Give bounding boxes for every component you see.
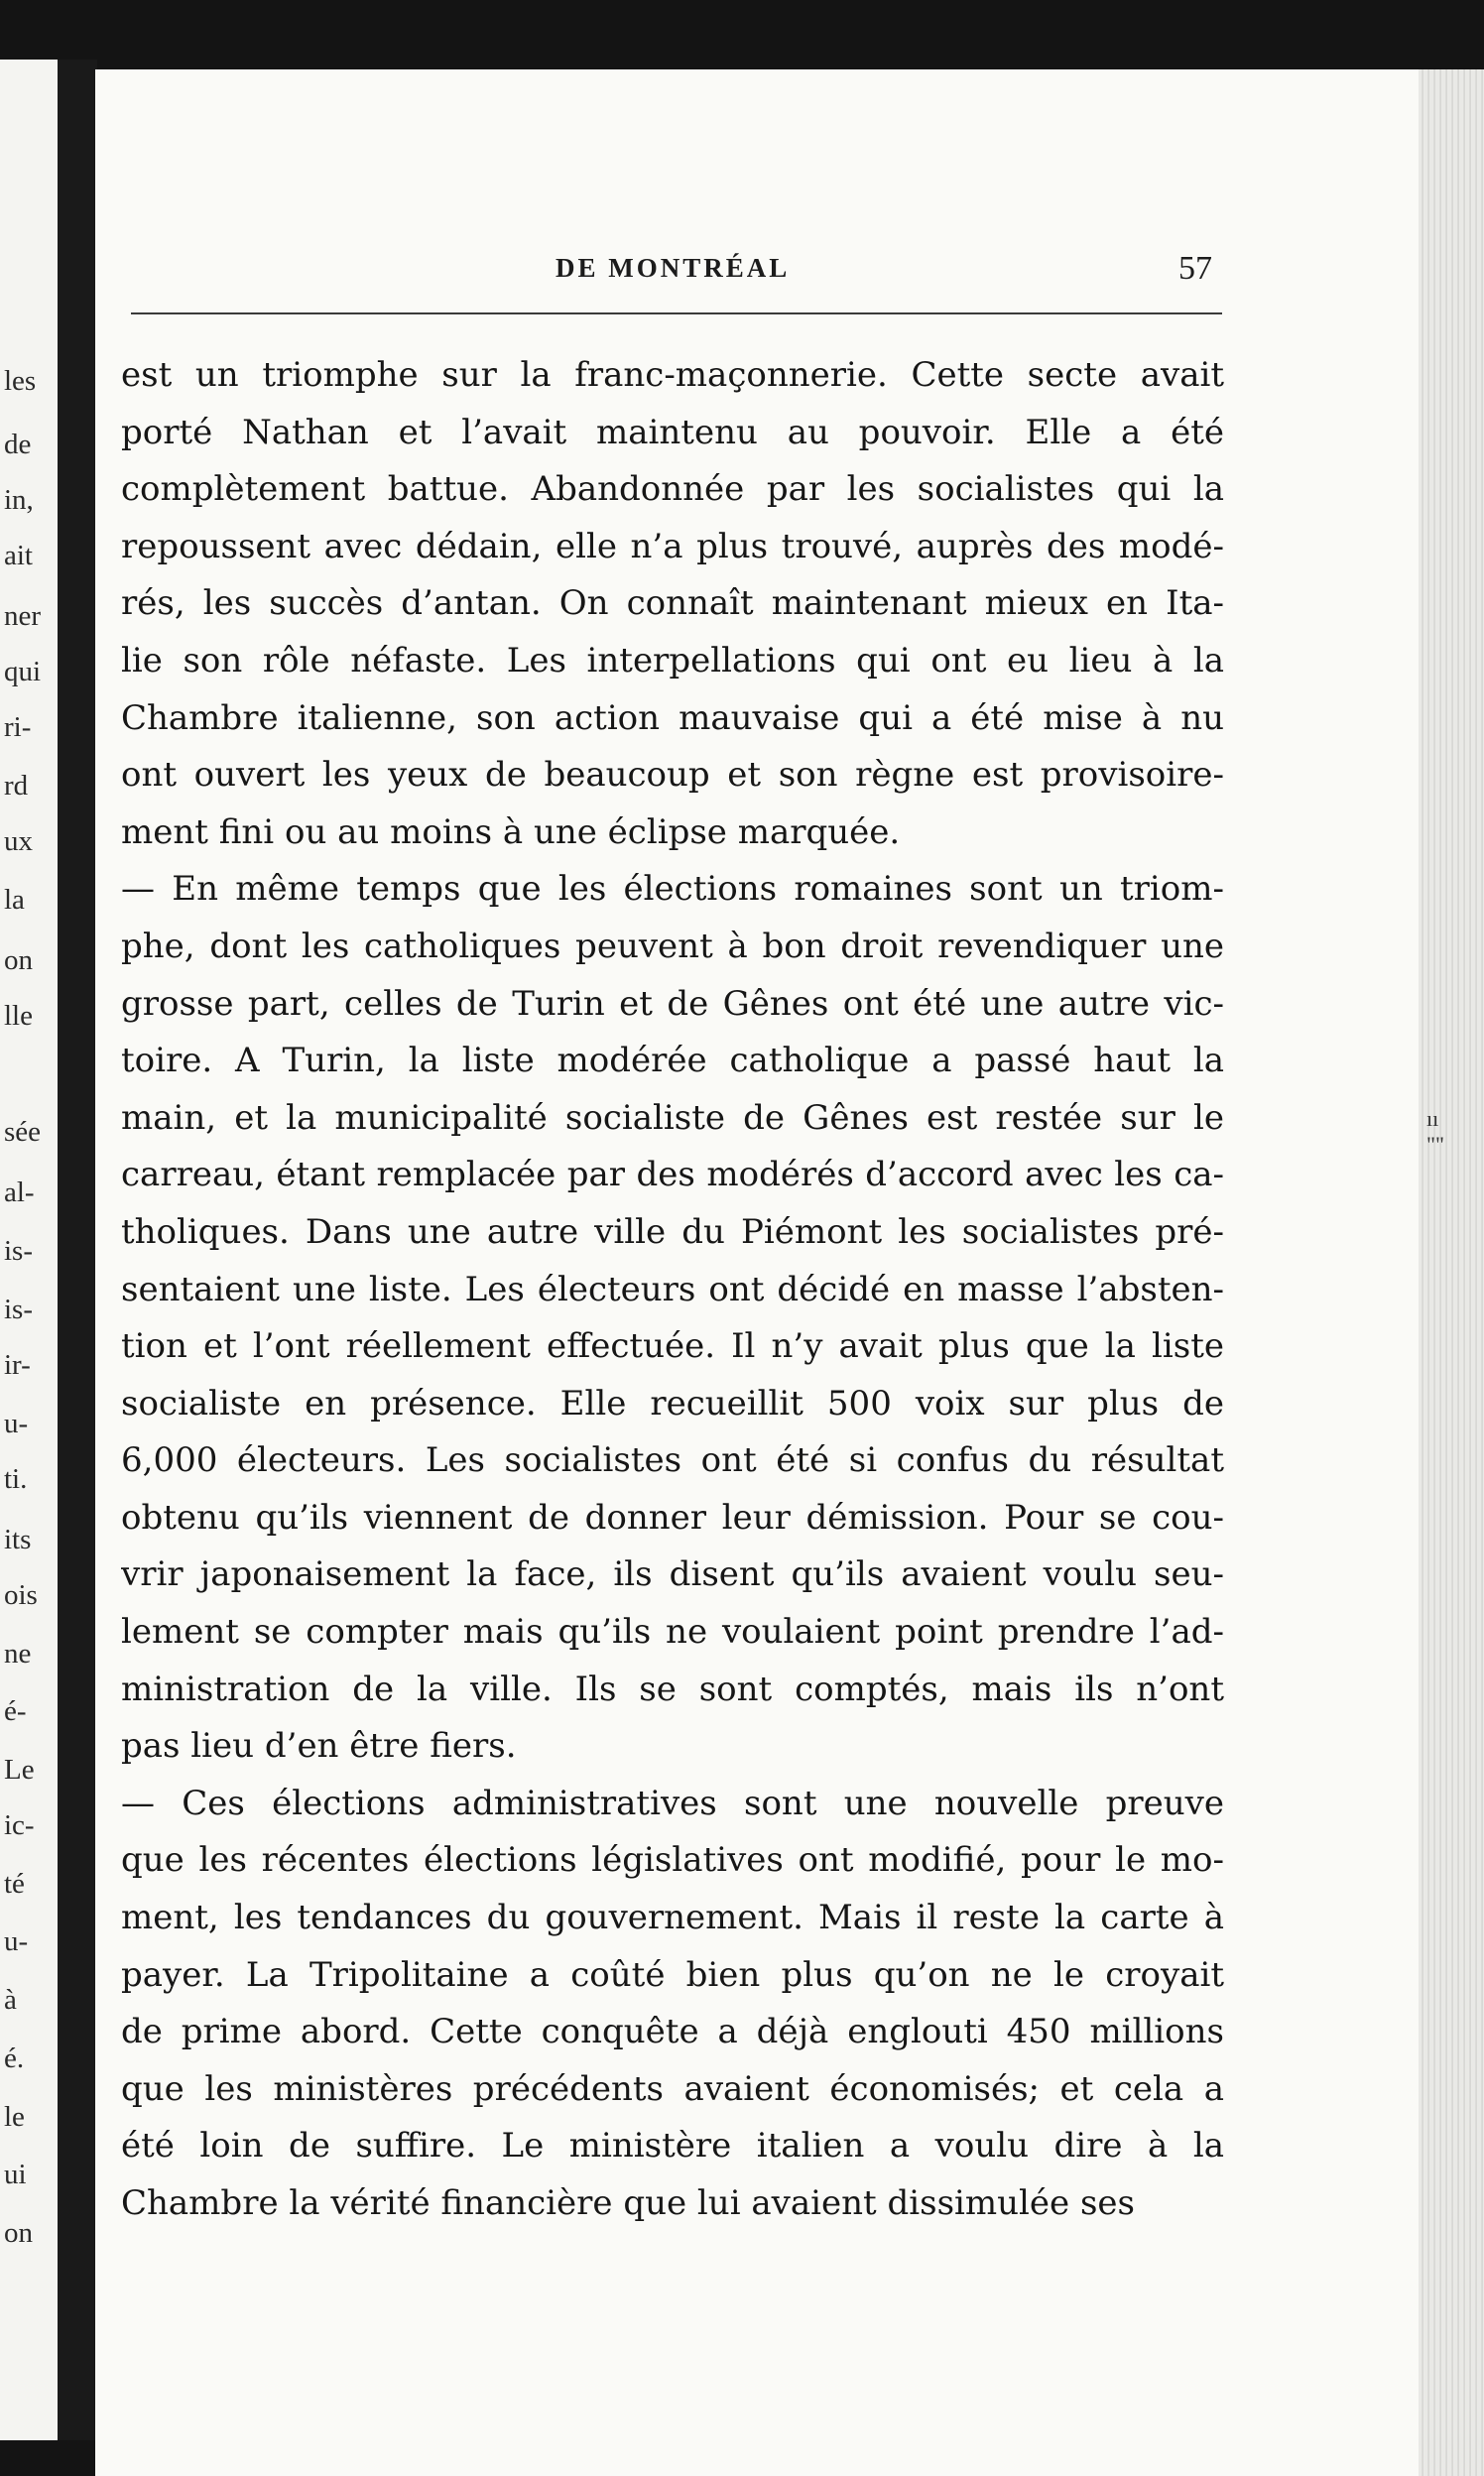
- previous-page-fragment: lle: [4, 1000, 33, 1032]
- text-line: carreau, étant remplacée par des modérés d’accord avec les ca-: [121, 1155, 1224, 1195]
- previous-page-fragment: le: [4, 2101, 25, 2134]
- text-line: phe, dont les catholiques peuvent à bon droit revendiquer une: [121, 926, 1224, 966]
- previous-page-fragment: à: [4, 1984, 17, 2016]
- previous-page-fragment: ui: [4, 2159, 27, 2190]
- page-number: 57: [1178, 250, 1212, 287]
- text-line: Chambre la vérité financière que lui avaient dissimulée ses: [121, 2183, 1135, 2223]
- previous-page-edge: [0, 60, 58, 2440]
- text-line: porté Nathan et l’avait maintenu au pouvoir. Elle a été: [121, 412, 1224, 452]
- text-line: main, et la municipalité socialiste de Gênes est restée sur le: [121, 1097, 1224, 1138]
- previous-page-fragment: on: [4, 944, 33, 976]
- previous-page-fragment: ait: [4, 540, 33, 571]
- text-line: socialiste en présence. Elle recueillit 500 voix sur plus de: [121, 1383, 1224, 1424]
- text-line: ministration de la ville. Ils se sont comptés, mais ils n’ont: [121, 1669, 1224, 1709]
- text-line: de prime abord. Cette conquête a déjà englouti 450 millions: [121, 2012, 1224, 2052]
- text-line: complètement battue. Abandonnée par les socialistes qui la: [121, 469, 1224, 510]
- previous-page-fragment: les: [4, 365, 37, 397]
- previous-page-fragment: ois: [4, 1579, 38, 1611]
- edge-marks: ıı "": [1426, 1106, 1444, 1157]
- previous-page-fragment: de: [4, 429, 32, 460]
- previous-page-fragment: ic-: [4, 1809, 35, 1841]
- text-line: toire. A Turin, la liste modérée catholique a passé haut la: [121, 1041, 1224, 1081]
- previous-page-fragment: in,: [4, 484, 34, 516]
- text-line: est un triomphe sur la franc-maçonnerie. Cette secte avait: [121, 355, 1224, 395]
- text-line: tion et l’ont réellement effectuée. Il n’y avait plus que la liste: [121, 1326, 1224, 1367]
- text-line: été loin de suffire. Le ministère italien a voulu dire à la: [121, 2126, 1224, 2166]
- previous-page-fragment: ner: [4, 599, 42, 632]
- previous-page-fragment: on: [4, 2217, 33, 2250]
- header-rule: [131, 312, 1222, 314]
- text-line: ont ouvert les yeux de beaucoup et son règne est provisoire-: [121, 755, 1224, 796]
- text-line: payer. La Tripolitaine a coûté bien plus qu’on ne le croyait: [121, 1954, 1224, 1995]
- text-line: — En même temps que les élections romaines sont un triom-: [121, 869, 1224, 910]
- text-line: 6,000 électeurs. Les socialistes ont été si confus du résultat: [121, 1440, 1224, 1481]
- text-line: vrir japonaisement la face, ils disent qu’ils avaient voulu seu-: [121, 1554, 1224, 1595]
- previous-page-fragment: sée: [4, 1115, 42, 1148]
- previous-page-fragment: ti.: [4, 1463, 28, 1496]
- previous-page-fragment: qui: [4, 655, 42, 687]
- previous-page-fragment: rd: [4, 770, 29, 802]
- text-line: sentaient une liste. Les électeurs ont décidé en masse l’absten-: [121, 1269, 1224, 1309]
- running-head: DE MONTRÉAL: [556, 253, 791, 283]
- previous-page-fragment: u-: [4, 1408, 29, 1440]
- text-line: que les ministères précédents avaient économisés; et cela a: [121, 2068, 1224, 2109]
- previous-page-fragment: é-: [4, 1694, 27, 1727]
- text-line: tholiques. Dans une autre ville du Piémont les socialistes pré-: [121, 1211, 1224, 1252]
- paragraph: [121, 347, 1224, 861]
- previous-page-fragment: ne: [4, 1638, 32, 1671]
- text-line: ment, les tendances du gouvernement. Mais il reste la carte à: [121, 1898, 1224, 1938]
- page-body: [121, 347, 1224, 2233]
- previous-page-fragment: u-: [4, 1924, 29, 1957]
- text-line: que les récentes élections législatives ont modifié, pour le mo-: [121, 1840, 1224, 1881]
- text-line: obtenu qu’ils viennent de donner leur démission. Pour se cou-: [121, 1497, 1224, 1538]
- previous-page-fragment: ri-: [4, 710, 32, 743]
- previous-page-fragment: la: [4, 884, 25, 917]
- previous-page-fragment: é.: [4, 2043, 25, 2075]
- previous-page-fragment: is-: [4, 1234, 33, 1267]
- paragraph: [121, 1776, 1224, 2233]
- text-line: ment fini ou au moins à une éclipse marquée.: [121, 811, 901, 852]
- page-stack-edge: [1419, 69, 1484, 2476]
- previous-page-fragment: is-: [4, 1294, 33, 1325]
- previous-page-fragment: al-: [4, 1176, 35, 1208]
- previous-page-fragment: ir-: [4, 1349, 31, 1381]
- text-line: grosse part, celles de Turin et de Gênes ont été une autre vic-: [121, 983, 1224, 1024]
- previous-page-fragment: ux: [4, 825, 33, 857]
- paragraph: [121, 861, 1224, 1776]
- previous-page-fragment: Le: [4, 1754, 35, 1786]
- text-line: pas lieu d’en être fiers.: [121, 1726, 517, 1767]
- text-line: — Ces élections administratives sont une nouvelle preuve: [121, 1783, 1224, 1823]
- text-line: Chambre italienne, son action mauvaise qui a été mise à nu: [121, 697, 1224, 738]
- text-line: lie son rôle néfaste. Les interpellations qui ont eu lieu à la: [121, 640, 1224, 681]
- text-line: lement se compter mais qu’ils ne voulaient point prendre l’ad-: [121, 1612, 1224, 1653]
- book-gutter: [58, 60, 97, 2440]
- previous-page-fragment: té: [4, 1868, 25, 1901]
- previous-page-fragment: its: [4, 1524, 32, 1555]
- text-line: rés, les succès d’antan. On connaît maintenant mieux en Ita-: [121, 583, 1224, 624]
- text-line: repoussent avec dédain, elle n’a plus trouvé, auprès des modé-: [121, 526, 1224, 566]
